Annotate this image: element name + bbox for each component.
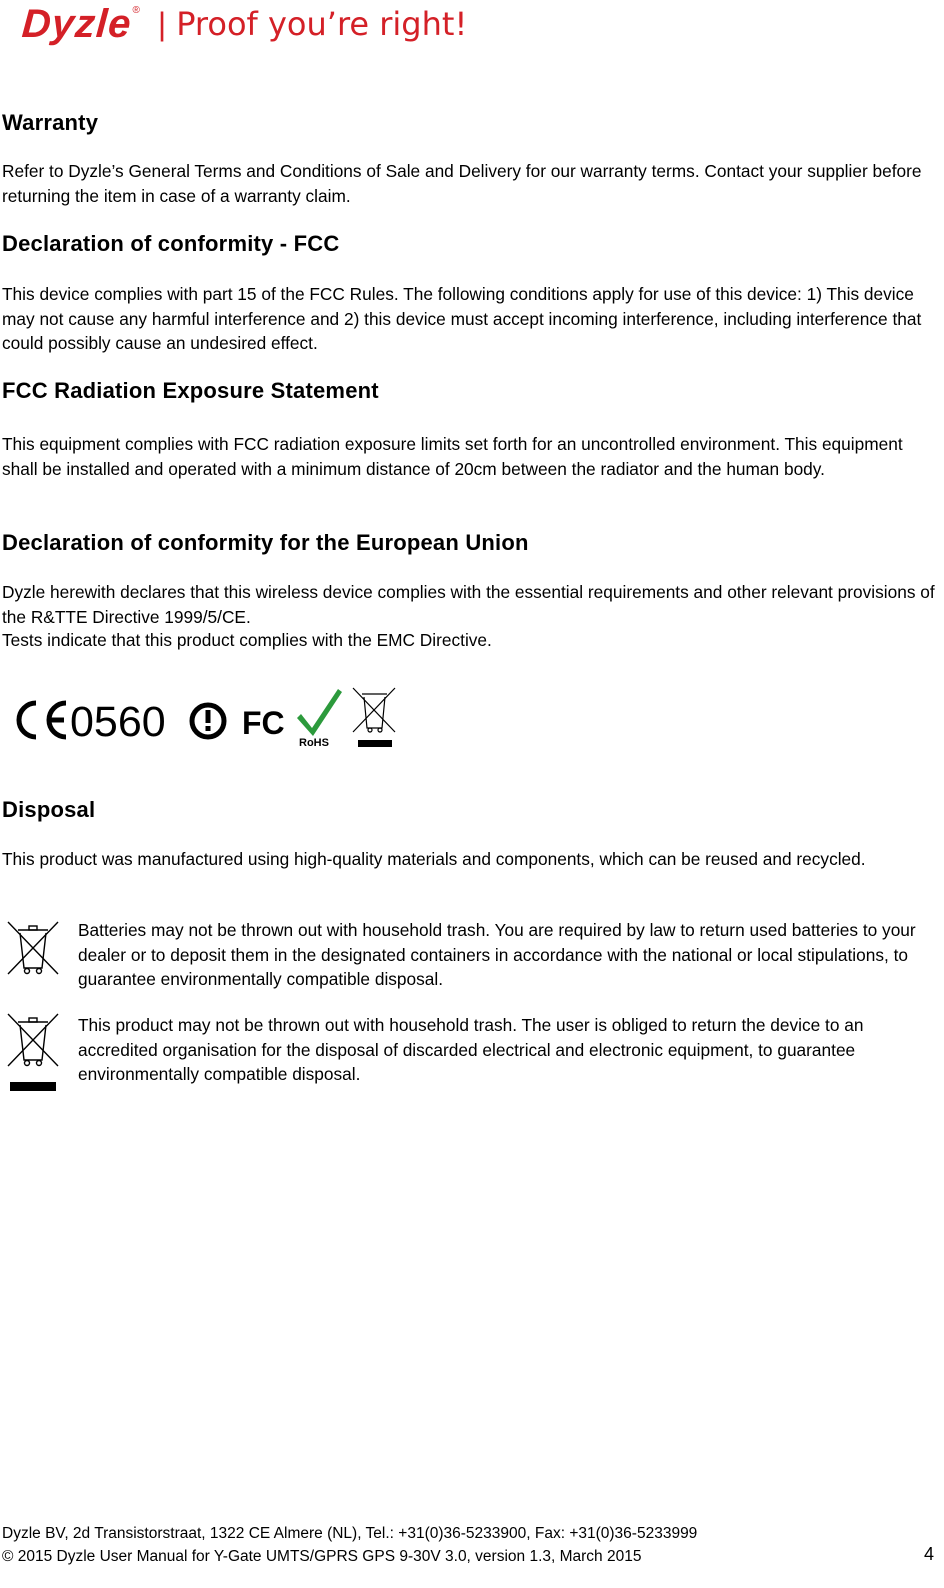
disposal-heading: Disposal: [2, 797, 96, 822]
warranty-text: Refer to Dyzle’s General Terms and Conditions of Sale and Delivery for our warranty terms. Contact your supplier before returning the item in case of a warranty claim.: [2, 161, 922, 206]
brand-logo: Dyzle: [20, 1, 134, 46]
logo-separator: |: [157, 5, 167, 42]
fcc-radiation-text: This equipment complies with FCC radiation exposure limits set forth for an uncontrolled environment. This equipment shall be installed and operated with a minimum distance of 20cm between the radiator and the human body.: [2, 434, 903, 479]
disposal-text: This product was manufactured using high-quality materials and components, which can be reused and recycled.: [2, 849, 866, 869]
battery-bin-icon: [4, 918, 66, 978]
fcc-logo-text: FC: [242, 705, 285, 741]
ce-number: 0560: [70, 698, 166, 746]
weee-product-bin-icon: [4, 1010, 66, 1094]
emc-directive-text: Tests indicate that this product complies with the EMC Directive.: [2, 630, 492, 650]
eu-conformity-heading: Declaration of conformity for the European Union: [2, 530, 529, 555]
rohs-label: RoHS: [299, 737, 329, 749]
batteries-disposal-text: Batteries may not be thrown out with household trash. You are required by law to return used batteries to your dealer or to deposit them in the designated containers in accordance with the national or local stipulations, to guarantee environmentally compatible disposal.: [78, 920, 916, 989]
alert-class2-icon: [192, 705, 224, 737]
fcc-logo-icon: [242, 705, 285, 741]
fcc-conformity-heading: Declaration of conformity - FCC: [2, 231, 340, 256]
rohs-check-icon: [297, 689, 342, 749]
footer-copyright: © 2015 Dyzle User Manual for Y-Gate UMTS/GPRS GPS 9-30V 3.0, version 1.3, March 2015: [2, 1548, 642, 1565]
ce-mark-icon: [19, 703, 66, 737]
eu-conformity-text: Dyzle herewith declares that this wireless device complies with the essential requirements and other relevant provisions of the R&TTE Directive 1999/5/CE.: [2, 582, 935, 627]
weee-bin-icon: [353, 688, 395, 732]
page-number: 4: [923, 1544, 934, 1564]
registered-mark: ®: [132, 4, 140, 16]
brand-tagline: Proof you’re right!: [176, 5, 468, 43]
fcc-radiation-heading: FCC Radiation Exposure Statement: [2, 378, 379, 403]
certification-marks: [6, 684, 401, 752]
product-disposal-text: This product may not be thrown out with household trash. The user is obliged to return the device to an accredited organisation for the disposal of discarded electrical and electronic equipment, to guarantee environmentally compatible disposal.: [78, 1015, 864, 1084]
header-logo: [22, 0, 467, 50]
warranty-heading: Warranty: [2, 110, 99, 135]
footer-address: Dyzle BV, 2d Transistorstraat, 1322 CE Almere (NL), Tel.: +31(0)36-5233900, Fax: +31(0)36-5233999: [2, 1525, 698, 1542]
weee-bar: [358, 740, 392, 747]
fcc-conformity-text: This device complies with part 15 of the FCC Rules. The following conditions apply for use of this device: 1) This device may not cause any harmful interference and 2) this device must accept incoming interference, including interference that could possibly cause an undesired effect.: [2, 284, 922, 353]
